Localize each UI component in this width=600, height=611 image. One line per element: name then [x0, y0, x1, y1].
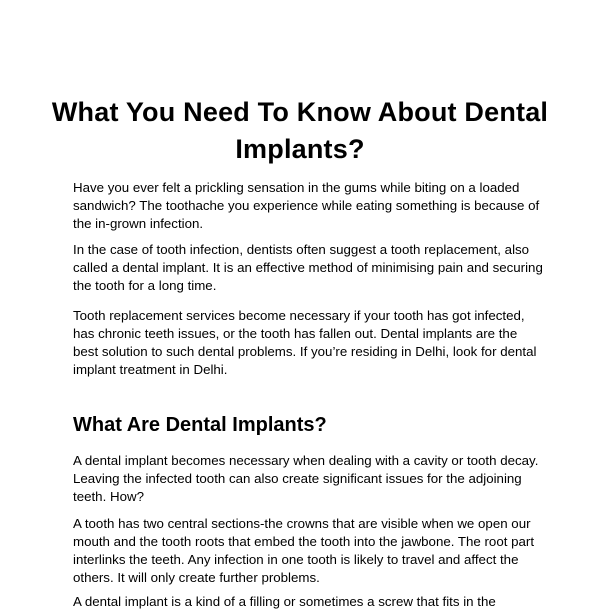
section-paragraph: A dental implant becomes necessary when dealing with a cavity or tooth decay. Leaving the infected tooth can also create significant issues for the adjoining teeth. How? — [73, 453, 539, 504]
intro-paragraph: Tooth replacement services become necessary if your tooth has got infected, has chronic teeth issues, or the tooth has fallen out. Dental implants are the best solution to such dental problems. If you’re residing in Delhi, look for dental implant treatment in Delhi. — [73, 308, 537, 377]
section-paragraph: A dental implant is a kind of a filling or sometimes a screw that fits in the — [73, 594, 496, 609]
section-paragraph: A tooth has two central sections-the crowns that are visible when we open our mouth and the tooth roots that embed the tooth into the jawbone. The root part interlinks the teeth. Any infection in one tooth is likely to travel and affect the others. It will only create further problems. — [73, 516, 535, 585]
intro-paragraph: Have you ever felt a prickling sensation in the gums while biting on a loaded sandwich? The toothache you experience while eating something is because of the in-grown infection. — [73, 180, 540, 231]
page-title: What You Need To Know About Dental Implants? — [51, 97, 549, 164]
section-heading: What Are Dental Implants? — [73, 414, 327, 436]
intro-paragraph: In the case of tooth infection, dentists often suggest a tooth replacement, also called a dental implant. It is an effective method of minimising pain and securing the tooth for a long time. — [73, 242, 543, 293]
